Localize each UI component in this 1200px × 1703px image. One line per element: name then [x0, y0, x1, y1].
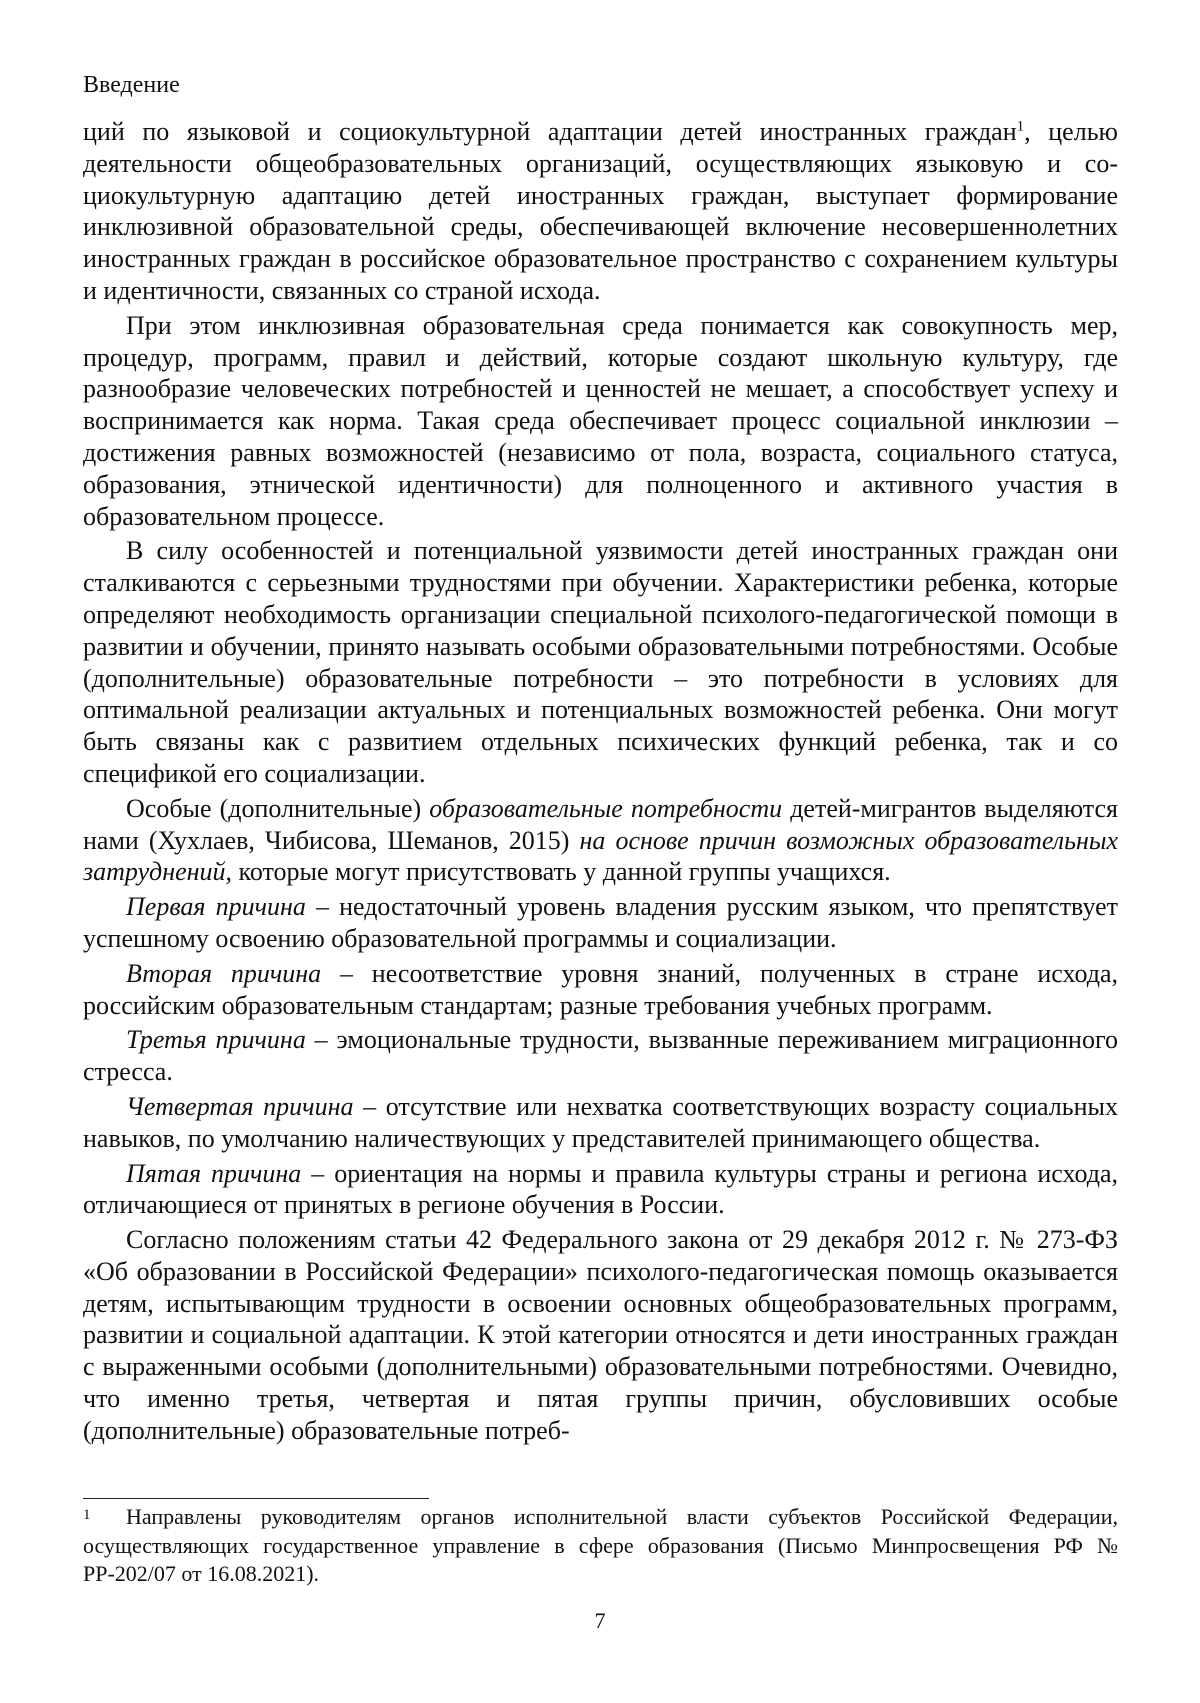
- paragraph-text: , целью деятельности общеобразовательных организаций, осуществляющих языковую и социокультурную адаптацию детей иностранных граждан, выступает формирование инклюзивной образовательной среды, обеспечивающей включение несовершеннолетних иностранных граждан в российское образовательное пространство с сохранением культуры и идентичности, связанных со страной исхода.: [83, 117, 1118, 305]
- reason-item: [83, 1158, 1118, 1222]
- paragraph-federal-law: Согласно положениям статьи 42 Федерального закона от 29 декабря 2012 г. № 273-ФЗ «Об образовании в Российской Федерации» психолого-педагогическая помощь оказывается детям, испытывающим трудности в освоении основных общеобразовательных программ, развитии и социальной адаптации. К этой категории относятся и дети иностранных граждан с выраженными особыми (дополнительными) образовательными потребностями. Очевидно, что именно третья, четвертая и пятая группы причин, обусловивших особые (дополнительные) образовательные потреб-: [83, 1225, 1118, 1445]
- reason-item: [83, 891, 1118, 955]
- footnote-text: Направлены руководителям органов исполнительной власти субъектов Российской Федерации, осуществляющих государственное управление в сфере образования (Письмо Минпросвещения РФ № РР-202/07 от 16.08.2021).: [83, 1504, 1118, 1586]
- paragraph-text: Особые (дополнительные): [126, 793, 430, 823]
- reason-text: – эмоциональные трудности, вызванные переживанием миграционного стресса.: [83, 1025, 1118, 1087]
- running-head: Введение: [83, 72, 180, 98]
- reason-label: Первая причина: [126, 892, 306, 922]
- reason-label: Четвертая причина: [126, 1091, 354, 1121]
- paragraph-text: которые могут присутствовать у данной группы учащихся.: [232, 857, 891, 887]
- reason-text: – несоответствие уровня знаний, полученных в стране исхода, российским образовательным стандартам; разные требования учебных программ.: [83, 958, 1119, 1020]
- reason-item: [83, 958, 1118, 1022]
- footnote-divider: [83, 1498, 429, 1499]
- paragraph-text: ций по языковой и социокультурной адаптации детей иностранных граждан: [83, 117, 1017, 146]
- footnote-ref: 1: [1016, 118, 1025, 135]
- reason-item: [83, 1024, 1118, 1088]
- paragraph-text: детей-мигрантов выделяются нами (Хухлаев, Чибисова, Шеманов, 2015): [83, 793, 1118, 855]
- paragraph-inclusive-environment: При этом инклюзивная образовательная среда понимается как совокупность мер, процедур, программ, правил и действий, которые создают школьную культуру, где разнообразие человеческих потребностей и ценностей не мешает, а способствует успеху и воспринимается как норма. Такая среда обеспечивает процесс социальной инклюзии – достижения равных возможностей (независимо от пола, возраста, социального статуса, образования, этнической идентичности) для полноценного и активного участия в образовательном процессе.: [83, 310, 1118, 531]
- reason-text: – отсутствие или нехватка соответствующих возрасту социальных навыков, по умолчанию наличествующих у представителей принимающего общества.: [83, 1091, 1118, 1153]
- paragraph-educational-needs: [83, 793, 1118, 888]
- footnote-mark: 1: [83, 1507, 91, 1523]
- page-number: 7: [594, 1608, 606, 1633]
- paragraph-special-needs: В силу особенностей и потенциальной уязвимости детей иностранных граждан они сталкиваются с серьезными трудностями при обучении. Характеристики ребенка, которые определяют необходимость организации специальной психолого-педагогической помощи в развитии и обучении, принято называть особыми образовательными потребностями. Особые (дополнительные) образовательные потребности – это потребности в условиях для оптимальной реализации актуальных и потенциальных возможностей ребенка. Они могут быть связаны как с развитием отдельных психических функций ребенка, так и со спецификой его социализации.: [83, 536, 1118, 788]
- reason-text: – недостаточный уровень владения русским языком, что препятствует успешному освоению образовательной программы и социализации.: [83, 892, 1119, 953]
- main-text: [83, 116, 1118, 1447]
- footnote: [83, 1503, 1118, 1589]
- reason-text: – ориентация на нормы и правила культуры страны и региона исхода, отличающиеся от принятых в регионе обучения в России.: [83, 1158, 1118, 1220]
- emphasis-text: на основе причин возможных образовательных затруднений,: [83, 825, 1119, 887]
- paragraph-continuation: [83, 116, 1118, 307]
- reason-label: Третья причина: [126, 1025, 306, 1055]
- reason-label: Пятая причина: [126, 1158, 302, 1188]
- emphasis-text: образовательные потребности: [429, 793, 783, 823]
- reason-item: [83, 1091, 1118, 1155]
- reason-label: Вторая причина: [126, 958, 322, 988]
